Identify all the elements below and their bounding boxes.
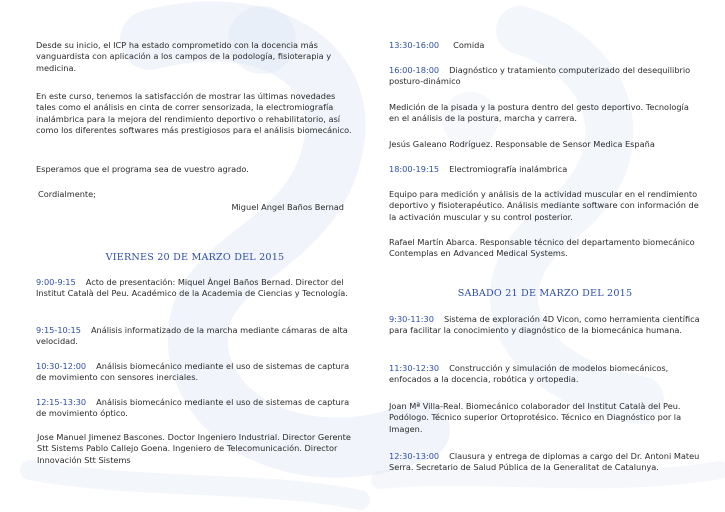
schedule-text: Diagnóstico y tratamiento computerizado del desequilibrio posturo-dinámico xyxy=(389,65,691,87)
schedule-item xyxy=(389,65,701,88)
intro-paragraph-1: Desde su inicio, el ICP ha estado comprometido con la docencia más vanguardista con aplicación a los campos de la podología, fisioterapia y medicina. xyxy=(36,40,332,73)
schedule-item xyxy=(36,325,354,348)
closing-greeting: Cordialmente; xyxy=(38,189,96,199)
schedule-time: 12:30-13:00 xyxy=(389,451,440,461)
schedule-item xyxy=(36,361,354,384)
saturday-heading: SABADO 21 DE MARZO DEL 2015 xyxy=(457,288,633,299)
session-description: Equipo para medición y análisis de la actividad muscular en el rendimiento deportivo y fisioterapéutico. Análisis mediante software con información de la activación muscular y su control posterior. xyxy=(389,189,699,222)
schedule-text: Análisis informatizado de la marcha mediante cámaras de alta velocidad. xyxy=(36,325,348,347)
schedule-time: 18:00-19:15 xyxy=(389,164,440,174)
friday-speakers: Jose Manuel Jimenez Bascones. Doctor Ingeniero Industrial. Director Gerente Stt Sistems Pablo Callejo Goena. Ingeniero de Telecomunicación. Director Innovación Stt Sistems xyxy=(37,432,351,465)
schedule-item xyxy=(389,164,701,175)
schedule-text: Análisis biomecánico mediante el uso de sistemas de captura de movimiento con sensores inerciales. xyxy=(36,361,350,383)
schedule-text: Comida xyxy=(453,40,485,50)
intro-paragraph-3: Esperamos que el programa sea de vuestro agrado. xyxy=(36,164,249,174)
schedule-time: 12:15-13:30 xyxy=(36,397,87,407)
schedule-item xyxy=(389,314,701,337)
schedule-text: Clausura y entrega de diplomas a cargo del Dr. Antoni Mateu Serra. Secretario de Salud Pública de la Generalitat de Catalunya. xyxy=(389,451,700,473)
schedule-time: 9:00-9:15 xyxy=(36,277,76,287)
schedule-text: Construcción y simulación de modelos biomecánicos, enfocados a la docencia, robótica y ortopedia. xyxy=(389,363,669,385)
signature-name: Miguel Angel Baños Bernad xyxy=(231,202,344,212)
schedule-text: Electromiografía inalámbrica xyxy=(449,164,568,174)
schedule-item xyxy=(36,397,354,420)
schedule-text: Acto de presentación: Miquel Àngel Baños Bernad. Director del Institut Català del Peu. Académico de la Academia de Ciencias y Tecnología. xyxy=(36,277,348,299)
schedule-time: 10:30-12:00 xyxy=(36,361,87,371)
schedule-time: 9:30-11:30 xyxy=(389,314,434,324)
session-speaker: Jesús Galeano Rodríguez. Responsable de Sensor Medica España xyxy=(389,139,655,149)
schedule-text: Análisis biomecánico mediante el uso de sistemas de captura de movimiento óptico. xyxy=(36,397,350,419)
schedule-time: 9:15-10:15 xyxy=(36,325,81,335)
schedule-text: Sistema de exploración 4D Vicon, como herramienta científica para facilitar la conocimiento y diagnóstico de la biomecánica humana. xyxy=(389,314,700,336)
session-description: Medición de la pisada y la postura dentro del gesto deportivo. Tecnología en el análisis de la postura, marcha y carrera. xyxy=(389,102,689,124)
schedule-time: 11:30-12:30 xyxy=(389,363,440,373)
friday-heading: VIERNES 20 DE MARZO DEL 2015 xyxy=(105,252,285,263)
intro-paragraph-2: En este curso, tenemos la satisfacción de mostrar las últimas novedades tales como el análisis en cinta de correr sensorizada, la electromiografía inalámbrica para la mejora del rendimiento deportivo o rehabilitatorio, así como los diferentes softwares más prestigiosos para el análisis biomecánico. xyxy=(36,91,352,136)
schedule-item xyxy=(389,40,701,51)
schedule-item xyxy=(36,277,354,300)
schedule-item xyxy=(389,451,701,474)
saturday-speaker: Joan Mª Villa-Real. Biomecánico colaborador del Institut Català del Peu. Podólogo. Técnico superior Ortoprotésico. Técnico en Diagnóstico por la Imagen. xyxy=(389,401,682,434)
schedule-item xyxy=(389,363,701,386)
session-speaker: Rafael Martín Abarca. Responsable técnico del departamento biomecánico Contemplas en Advanced Medical Systems. xyxy=(389,237,695,259)
schedule-time: 13:30-16:00 xyxy=(389,40,440,50)
schedule-time: 16:00-18:00 xyxy=(389,65,440,75)
